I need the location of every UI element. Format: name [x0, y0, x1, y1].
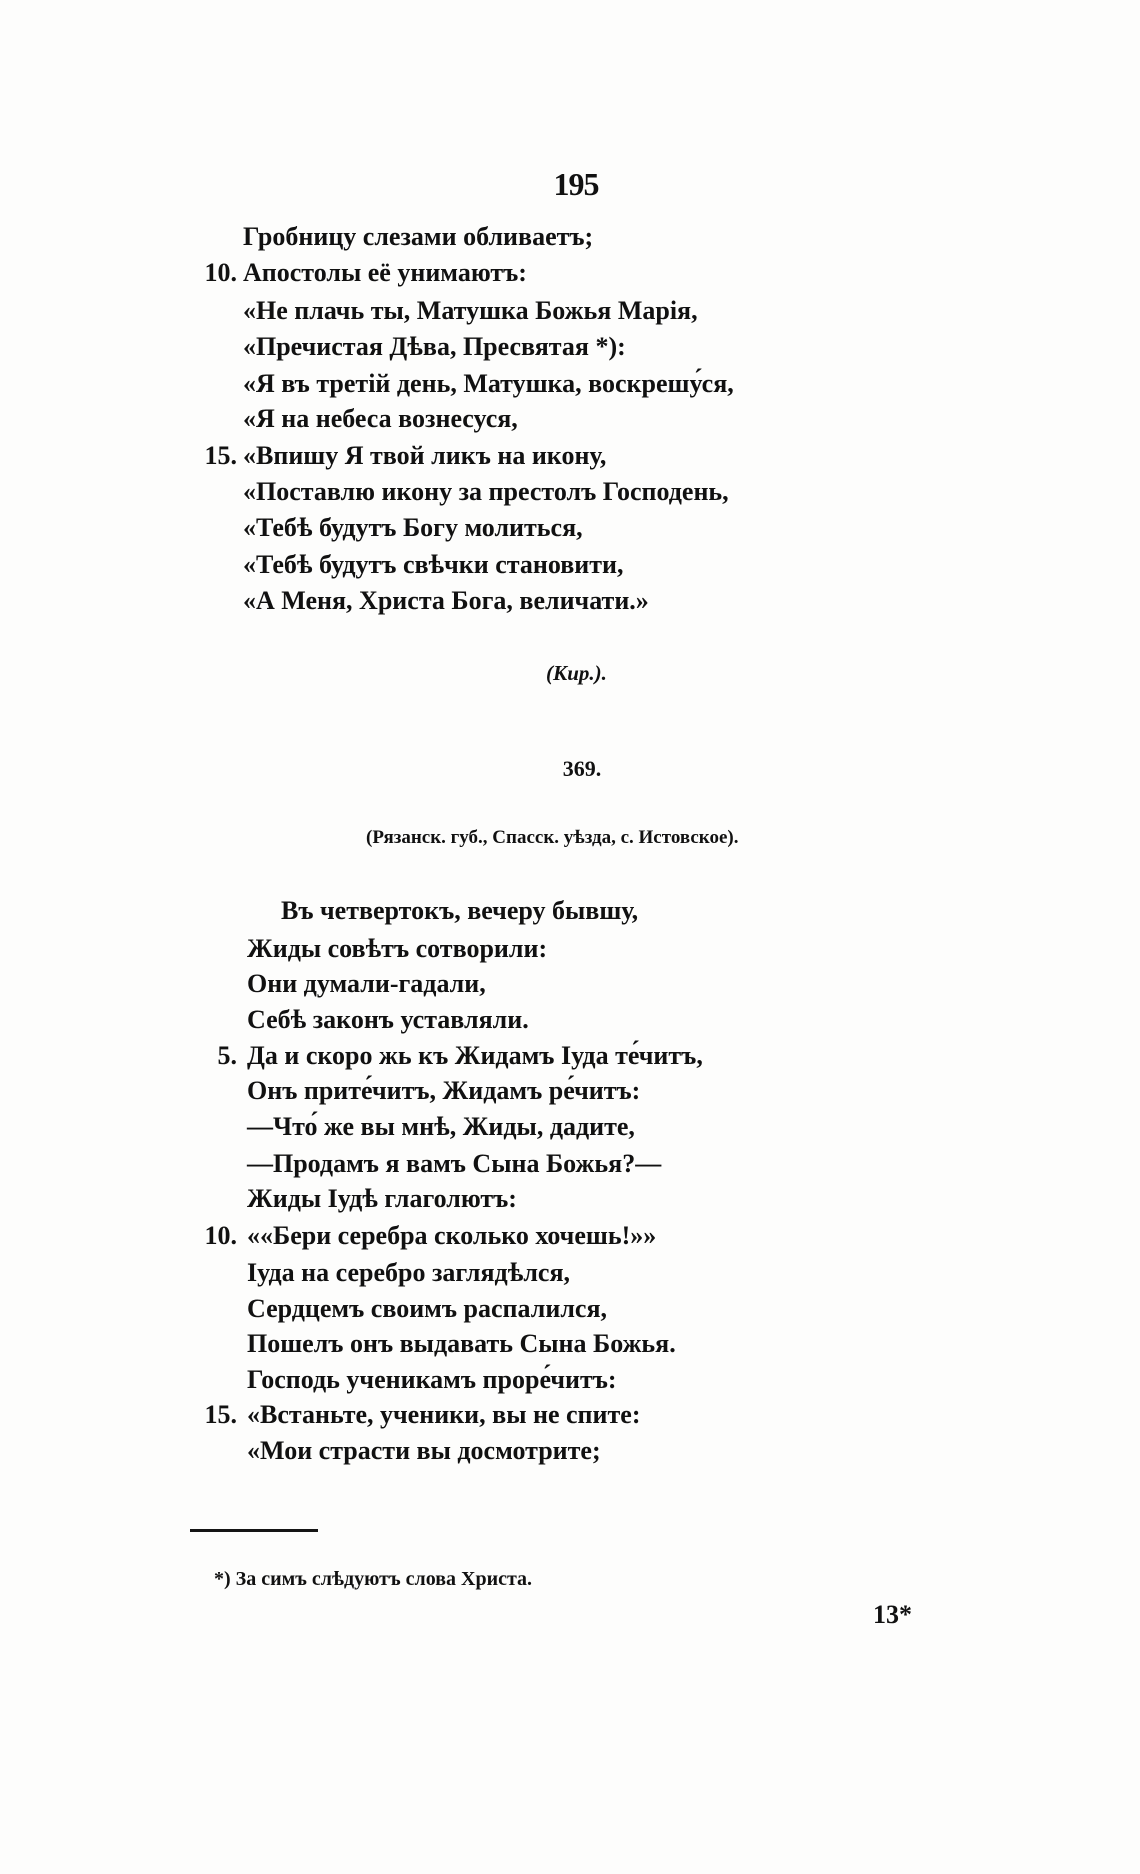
verse-line — [0, 1433, 1140, 1469]
verse-text: Себѣ законъ уставляли. — [247, 1005, 529, 1034]
verse-text: «Встаньте, ученики, вы не спите: — [247, 1400, 641, 1429]
verse-text: «Я на небеса вознесуся, — [243, 404, 518, 433]
verse-text: Гробницу слезами обливаетъ; — [243, 222, 594, 251]
verse-text: Апостолы её унимаютъ: — [243, 258, 527, 287]
verse-line — [0, 438, 1140, 474]
page-number: 195 — [553, 166, 599, 202]
verse-text: ««Бери серебра сколько хочешь!»» — [247, 1221, 657, 1250]
verse-text: Въ четвертокъ, вечеру бывшу, — [281, 896, 639, 925]
location-note: (Рязанск. губ., Спасск. уѣзда, с. Истовское). — [366, 827, 739, 848]
verse-text: «Мои страсти вы досмотрите; — [247, 1436, 601, 1465]
verse-line — [0, 293, 1140, 329]
verse-line — [0, 366, 1140, 402]
verse-line — [0, 1291, 1140, 1327]
verse-text: «Пречистая Дѣва, Пресвятая *): — [243, 332, 626, 361]
verse-text: «Не плачь ты, Матушка Божья Марія, — [243, 296, 698, 325]
verse-text: Господь ученикамъ проре́читъ: — [247, 1365, 617, 1394]
verse-line — [0, 1362, 1140, 1398]
verse-text: Пошелъ онъ выдавать Сына Божья. — [247, 1329, 676, 1358]
line-number: 15. — [204, 1400, 237, 1429]
verse-line — [0, 1073, 1140, 1109]
verse-line — [0, 893, 1140, 929]
verse-text: «Тебѣ будутъ свѣчки становити, — [243, 550, 624, 579]
verse-line — [0, 1397, 1140, 1433]
verse-line — [0, 931, 1140, 967]
verse-line — [0, 1002, 1140, 1038]
verse-text: Сердцемъ своимъ распалился, — [247, 1294, 608, 1323]
verse-text: Да и скоро жь къ Жидамъ Іуда те́читъ, — [247, 1041, 703, 1070]
verse-text: Жиды Іудѣ глаголютъ: — [247, 1184, 517, 1213]
verse-line — [0, 1255, 1140, 1291]
verse-line — [0, 1038, 1140, 1074]
verse-text: «А Меня, Христа Бога, величати.» — [243, 586, 649, 615]
verse-line — [0, 966, 1140, 1002]
verse-text: «Впишу Я твой ликъ на икону, — [243, 441, 607, 470]
verse-line — [0, 401, 1140, 437]
footnote: *) За симъ слѣдуютъ слова Христа. — [214, 1568, 533, 1590]
verse-text: Жиды совѣтъ сотворили: — [247, 934, 548, 963]
line-number: 5. — [217, 1041, 237, 1070]
verse-text: «Тебѣ будутъ Богу молиться, — [243, 513, 583, 542]
verse-line — [0, 583, 1140, 619]
verse-line — [0, 1218, 1140, 1254]
line-number: 10. — [204, 1221, 237, 1250]
line-number: 15. — [204, 441, 237, 470]
verse-text: «Поставлю икону за престолъ Господень, — [243, 477, 729, 506]
verse-text: «Я въ третій день, Матушка, воскрешу́ся, — [243, 369, 734, 398]
verse-text: Они думали-гадали, — [247, 969, 486, 998]
verse-line — [0, 1181, 1140, 1217]
verse-text: Іуда на серебро заглядѣлся, — [247, 1258, 571, 1287]
verse-line — [0, 1146, 1140, 1182]
verse-line — [0, 255, 1140, 291]
verse-text: —Продамъ я вамъ Сына Божья?— — [247, 1149, 662, 1178]
verse-line — [0, 1326, 1140, 1362]
verse-text: Онъ прите́читъ, Жидамъ ре́читъ: — [247, 1076, 641, 1105]
verse-line — [0, 329, 1140, 365]
source-note: (Кир.). — [546, 661, 607, 685]
verse-text: —Что́ же вы мнѣ, Жиды, дадите, — [247, 1112, 635, 1141]
song-number: 369. — [562, 756, 602, 781]
verse-line — [0, 1109, 1140, 1145]
signature-mark: 13* — [873, 1600, 912, 1629]
verse-line — [0, 219, 1140, 255]
verse-line — [0, 510, 1140, 546]
verse-line — [0, 547, 1140, 583]
footnote-rule — [190, 1529, 318, 1532]
line-number: 10. — [204, 258, 237, 287]
verse-line — [0, 474, 1140, 510]
